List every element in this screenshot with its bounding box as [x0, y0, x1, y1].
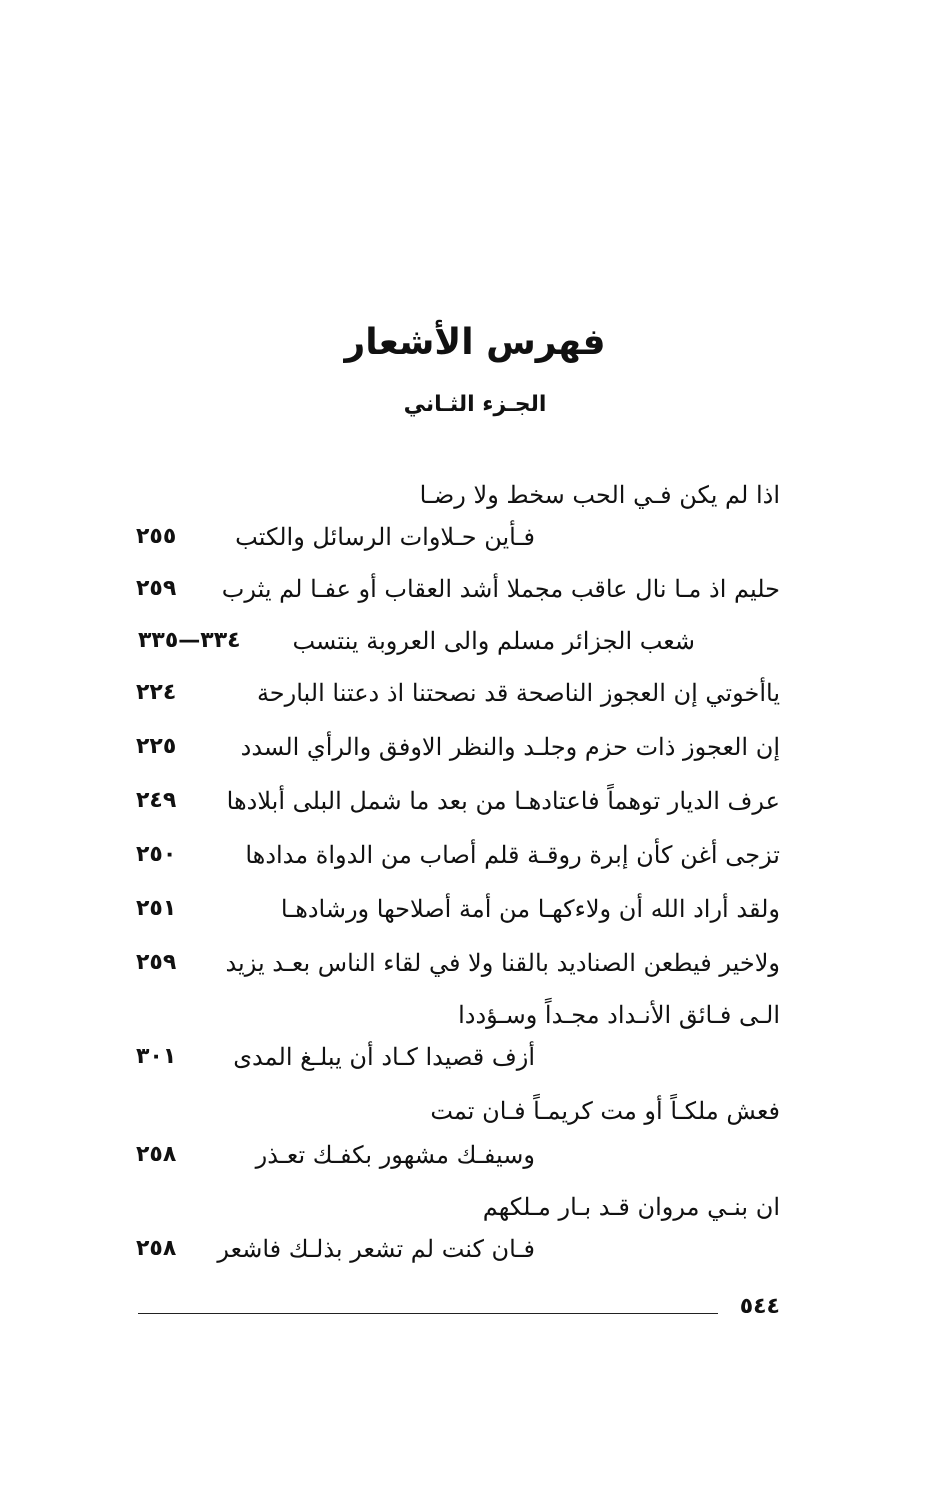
verse-line: أزف قصيدا كـاد أن يبلـغ المدى	[233, 1043, 535, 1071]
verse-line: ولقد أراد الله أن ولاءكهـا من أمة أصلاحها ورشادهـا	[280, 895, 780, 923]
page-reference: ٢٥١	[136, 896, 177, 921]
verse-line: إن العجوز ذات حزم وجلـد والنظر الاوفق والرأي السدد	[240, 733, 780, 761]
verse-line: ان بنـي مروان قـد بـار مـلكهم	[482, 1193, 780, 1221]
page-reference: ٣٠١	[136, 1044, 177, 1069]
page-reference: ٣٣٤—٣٣٥	[138, 628, 241, 653]
footer-page-number: ٥٤٤	[739, 1294, 780, 1319]
verse-line: تزجى أغن كأن إبرة روقـة قلم أصاب من الدواة مدادها	[245, 841, 780, 869]
page-subtitle: الجـزء الثـاني	[403, 392, 547, 417]
verse-line: فعش ملكـاً أو مت كريمـاً فـان تمت	[430, 1097, 780, 1125]
footer-rule	[138, 1313, 718, 1314]
verse-line: ولاخير فيطعن الصناديد بالقنا ولا في لقاء الناس بعـد يزيد	[225, 949, 780, 977]
page-reference: ٢٥٨	[136, 1236, 177, 1261]
verse-line: ياأخوتي إن العجوز الناصحة قد نصحتنا اذ دعتنا البارحة	[256, 679, 780, 707]
verse-line: الـى فـائق الأنـداد مجـداً وسـؤددا	[458, 1001, 780, 1029]
verse-line: فـأين حـلاوات الرسائل والكتب	[235, 523, 535, 551]
page-reference: ٢٤٩	[136, 788, 177, 813]
verse-line: حليم اذ مـا نال عاقب مجملا أشد العقاب أو عفـا لم يثرب	[221, 575, 780, 603]
page-reference: ٢٥٥	[136, 524, 177, 549]
verse-line: عرف الديار توهماً فاعتادهـا من بعد ما شمل البلى أبلادها	[226, 787, 780, 815]
verse-line: شعب الجزائر مسلم والى العروبة ينتسب	[292, 627, 695, 655]
page-title: فهرس الأشعار	[344, 322, 606, 363]
verse-line: وسيفـك مشهور بكفـك تعـذر	[255, 1141, 535, 1169]
verse-line: اذا لم يكن فـي الحب سخط ولا رضـا	[419, 481, 780, 509]
page-reference: ٢٥٠	[136, 842, 177, 867]
page-reference: ٢٥٩	[136, 950, 177, 975]
page-reference: ٢٥٨	[136, 1142, 177, 1167]
page-reference: ٢٢٤	[136, 680, 177, 705]
page-reference: ٢٢٥	[136, 734, 177, 759]
page-reference: ٢٥٩	[136, 576, 177, 601]
verse-line: فـان كنت لم تشعر بذلـك فاشعر	[217, 1235, 535, 1263]
